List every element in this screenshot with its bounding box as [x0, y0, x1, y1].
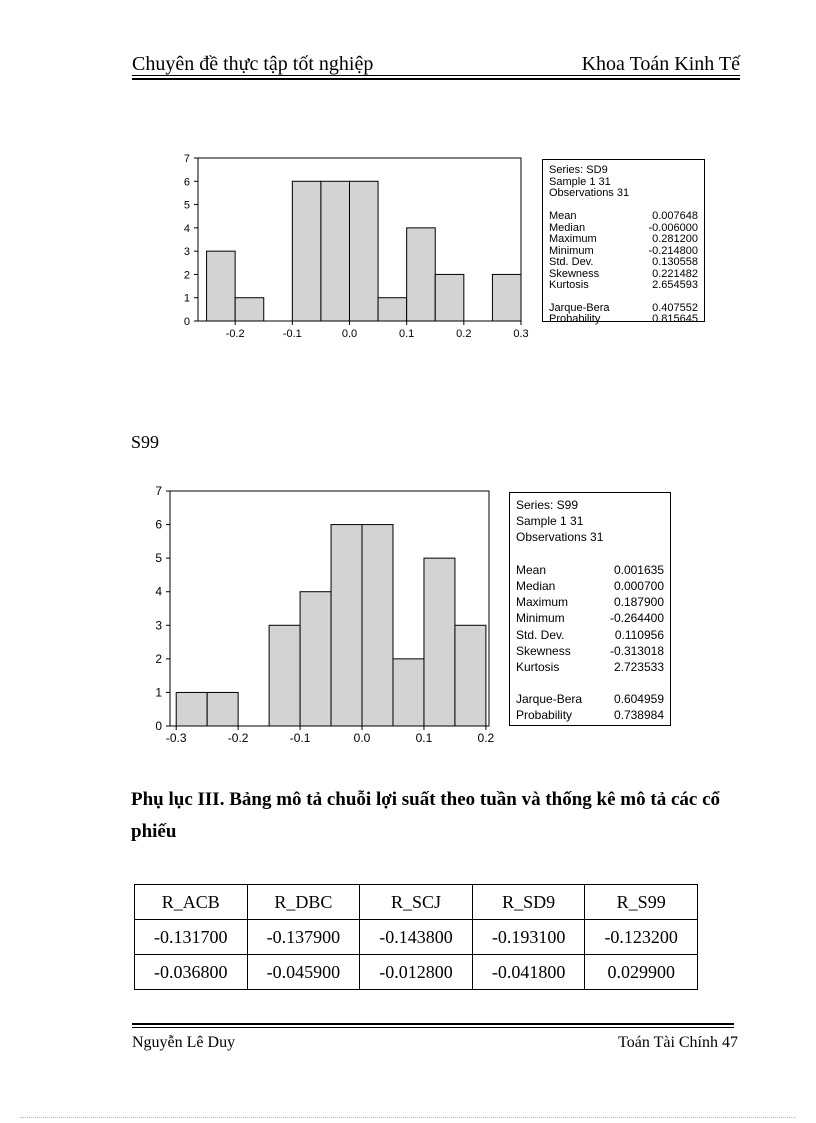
appendix-heading: Phụ lục III. Bảng mô tả chuỗi lợi suất theo tuần và thống kê mô tả các cổ phiếu — [131, 789, 721, 842]
x-tick-label: 0.1 — [415, 731, 433, 745]
stats-mean-label: Mean — [516, 562, 547, 577]
histogram-bar — [424, 558, 455, 726]
stats-probability-value: 0.815645 — [652, 313, 698, 325]
x-tick-label: -0.2 — [225, 328, 245, 340]
y-tick-label: 6 — [155, 517, 162, 532]
returns-table — [134, 884, 698, 990]
stats-maximum-label: Maximum — [516, 595, 569, 610]
y-tick-label: 6 — [183, 176, 190, 189]
x-tick-label: 0.1 — [399, 328, 415, 340]
stats-std-dev-label: Std. Dev. — [516, 627, 565, 642]
stats-median-value: 0.000700 — [613, 579, 664, 593]
stats-std-dev-label: Std. Dev. — [549, 256, 594, 268]
stats-box-s99 — [509, 492, 671, 726]
footer-author: Nguyễn Lê Duy — [132, 1034, 236, 1051]
section-label-s99: S99 — [131, 432, 160, 452]
table-cell: -0.041800 — [472, 955, 585, 990]
y-tick-label: 4 — [155, 584, 162, 599]
histogram-bar — [269, 625, 300, 726]
table-header-row — [135, 885, 698, 920]
table-cell: -0.045900 — [247, 955, 360, 990]
y-tick-label: 3 — [183, 246, 190, 259]
stats-minimum-label: Minimum — [516, 611, 565, 626]
header-left-title: Chuyên đề thực tập tốt nghiệp — [132, 53, 374, 75]
stats-minimum-value: -0.264400 — [609, 611, 664, 626]
histogram-bar — [207, 692, 238, 726]
stats-median-value: -0.006000 — [648, 221, 698, 234]
table-cell: -0.143800 — [360, 920, 473, 955]
stats-median-label: Median — [549, 221, 586, 234]
stats-probability-label: Probability — [549, 313, 601, 325]
x-tick-label: -0.2 — [227, 731, 249, 745]
table-row — [135, 955, 698, 990]
table-cell: -0.012800 — [360, 955, 473, 990]
table-cell: -0.137900 — [247, 920, 360, 955]
stats-mean-label: Mean — [549, 210, 577, 222]
histogram-bar — [393, 659, 424, 726]
stats-observations-label: Observations 31 — [549, 187, 630, 199]
x-tick-label: -0.1 — [282, 328, 302, 340]
y-tick-label: 2 — [183, 269, 190, 282]
table-header-cell: R_ACB — [135, 885, 248, 920]
stats-maximum-value: 0.187900 — [613, 595, 664, 610]
y-tick-label: 7 — [155, 484, 162, 498]
stats-kurtosis-value: 2.654593 — [652, 279, 698, 291]
stats-skewness-value: 0.221482 — [652, 267, 698, 280]
table-cell: -0.131700 — [135, 920, 248, 955]
y-tick-label: 0 — [155, 719, 162, 733]
table-cell: 0.029900 — [585, 955, 698, 990]
stats-median-label: Median — [516, 579, 556, 593]
table-header-cell: R_DBC — [247, 885, 360, 920]
page-edge — [20, 1117, 796, 1118]
y-tick-label: 7 — [183, 153, 190, 165]
stats-mean-value: 0.001635 — [613, 562, 664, 577]
histogram-bar — [300, 592, 331, 726]
histogram-bar — [455, 625, 486, 726]
y-tick-label: 2 — [155, 651, 162, 666]
footer-divider — [132, 1027, 734, 1028]
table-header-cell: R_SCJ — [360, 885, 473, 920]
stats-minimum-value: -0.214800 — [648, 244, 698, 257]
stats-std-dev-value: 0.110956 — [614, 627, 664, 642]
footer-page-info: Toán Tài Chính 47 — [618, 1034, 738, 1051]
stats-skewness-label: Skewness — [516, 643, 571, 658]
y-tick-label: 5 — [155, 551, 162, 566]
stats-mean-value: 0.007648 — [652, 210, 698, 222]
y-tick-label: 4 — [183, 222, 190, 235]
x-tick-label: 0.2 — [456, 328, 472, 340]
y-tick-label: 0 — [183, 316, 190, 328]
stats-skewness-value: -0.313018 — [609, 643, 664, 658]
table-header-cell: R_SD9 — [472, 885, 585, 920]
stats-jarque-bera-value: 0.604959 — [613, 692, 664, 707]
x-tick-label: 0.0 — [353, 731, 371, 745]
stats-kurtosis-value: 2.723533 — [613, 660, 664, 674]
stats-maximum-label: Maximum — [549, 233, 597, 245]
stats-std-dev-value: 0.130558 — [652, 256, 698, 268]
table-cell: -0.036800 — [135, 955, 248, 990]
stats-probability-label: Probability — [516, 708, 573, 723]
x-tick-label: 0.2 — [477, 731, 495, 745]
footer-divider-thick — [132, 1023, 734, 1025]
stats-kurtosis-label: Kurtosis — [549, 279, 589, 291]
stats-sample-label: Sample 1 31 — [549, 175, 611, 188]
stats-jarque-bera-value: 0.407552 — [652, 301, 698, 314]
y-tick-label: 5 — [183, 199, 190, 212]
stats-probability-value: 0.738984 — [613, 708, 664, 723]
table-cell: -0.193100 — [472, 920, 585, 955]
stats-series-label: Series: S99 — [516, 498, 579, 512]
stats-sample-label: Sample 1 31 — [516, 514, 584, 529]
stats-skewness-label: Skewness — [549, 267, 600, 280]
y-tick-label: 1 — [183, 292, 190, 305]
stats-jarque-bera-label: Jarque-Bera — [549, 301, 610, 314]
histogram-bar — [176, 692, 207, 726]
stats-series-label: Series: SD9 — [549, 164, 608, 176]
stats-minimum-label: Minimum — [549, 244, 594, 257]
x-tick-label: 0.3 — [513, 328, 529, 340]
y-tick-label: 3 — [155, 618, 162, 633]
x-tick-label: 0.0 — [341, 328, 358, 340]
x-tick-label: -0.3 — [165, 731, 187, 745]
stats-maximum-value: 0.281200 — [652, 233, 698, 245]
histogram-bar — [331, 525, 362, 726]
stats-jarque-bera-label: Jarque-Bera — [516, 692, 583, 707]
y-tick-label: 1 — [155, 685, 162, 700]
stats-observations-label: Observations 31 — [516, 530, 604, 545]
table-cell: -0.123200 — [585, 920, 698, 955]
header-right-title: Khoa Toán Kinh Tế — [581, 53, 740, 75]
table-row — [135, 920, 698, 955]
stats-kurtosis-label: Kurtosis — [516, 660, 560, 674]
histogram-bar — [362, 525, 393, 726]
x-tick-label: -0.1 — [289, 731, 311, 745]
table-header-cell: R_S99 — [585, 885, 698, 920]
